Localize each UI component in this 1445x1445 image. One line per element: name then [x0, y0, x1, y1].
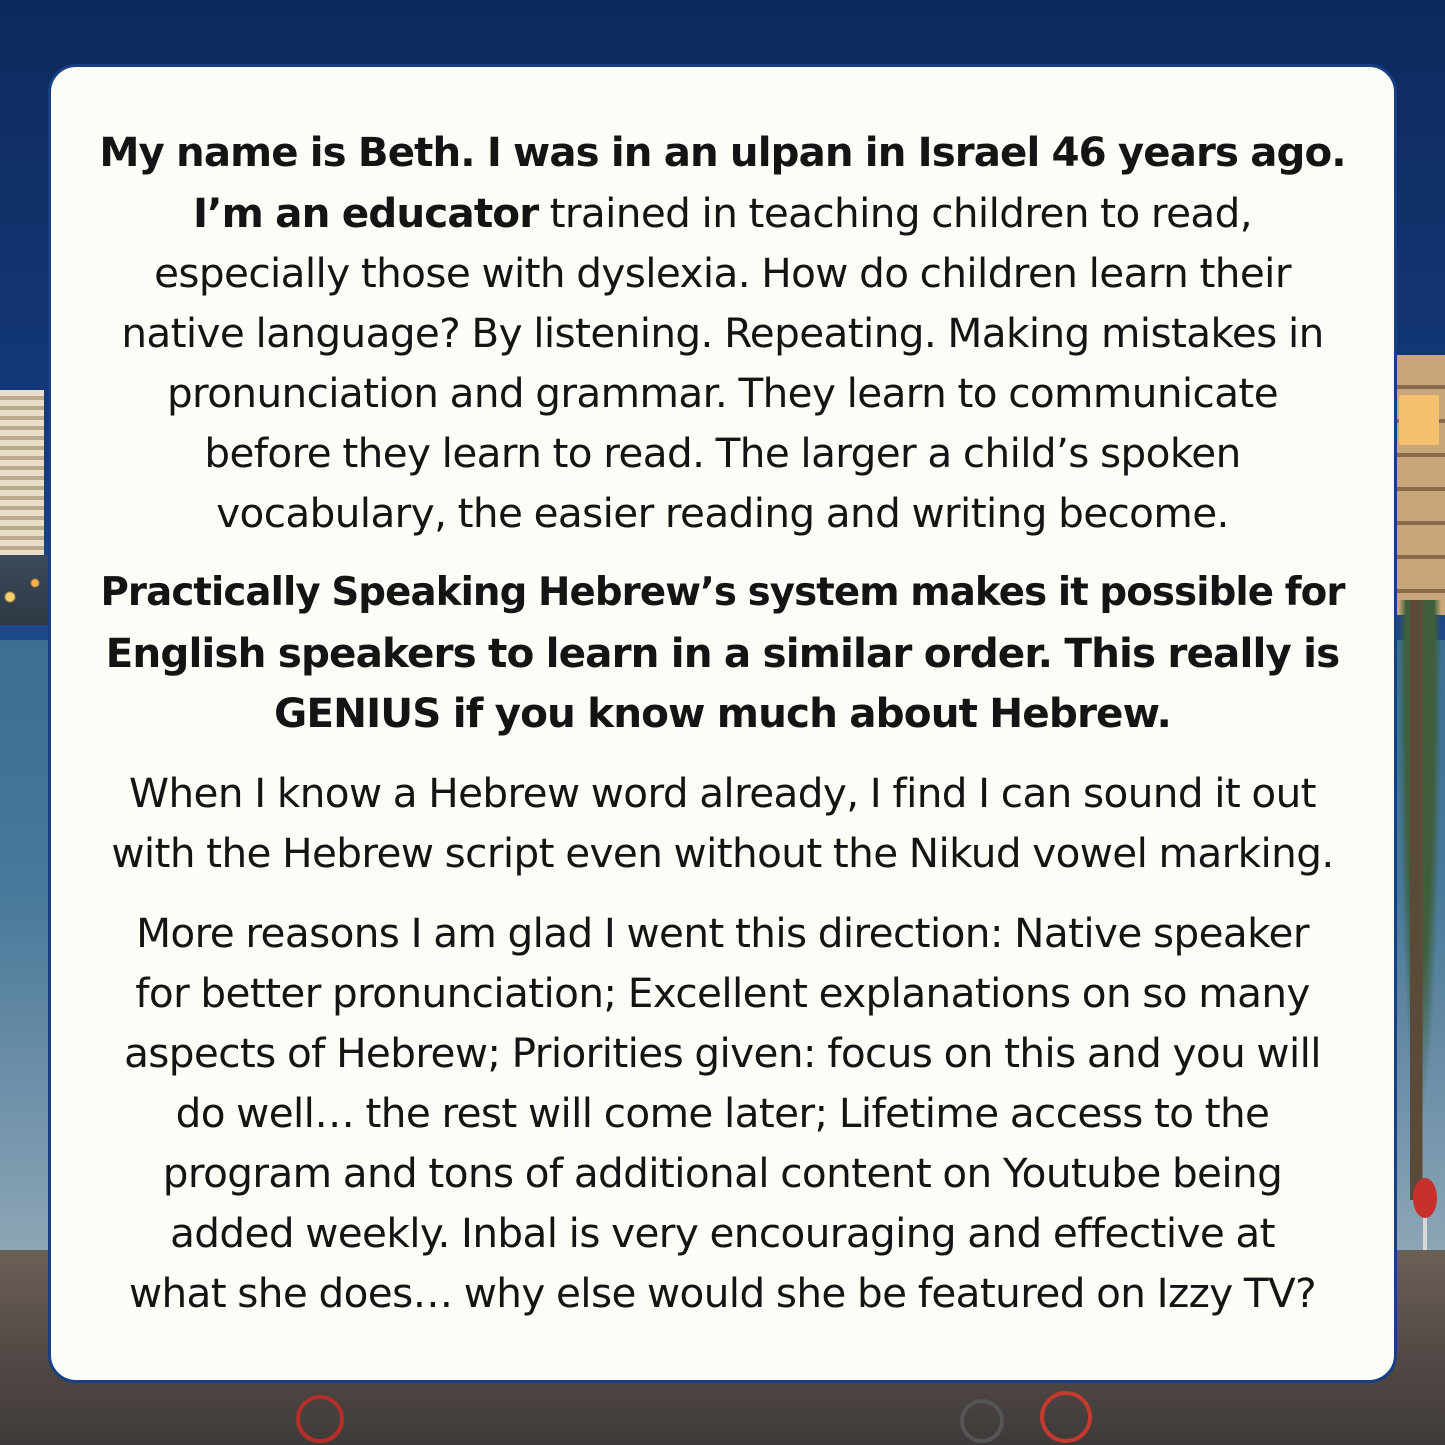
intro-line-2 [99, 183, 1346, 243]
bicycle-icon [296, 1395, 344, 1443]
reasons-line-2: for better pronunciation; Excellent explanations on so many [135, 969, 1310, 1017]
no-entry-sign-icon [1413, 1178, 1437, 1218]
genius-line-1: Practically Speaking Hebrew’s system makes it possible for [100, 570, 1345, 615]
genius-line-2: English speakers to learn in a similar order. This really is [105, 629, 1340, 677]
background-city-lights [0, 555, 50, 625]
intro-line-3: especially those with dyslexia. How do children learn their [154, 249, 1291, 297]
intro-line-2-rest: trained in teaching children to read, [538, 189, 1252, 237]
background-lit-window [1399, 395, 1439, 445]
nikud-line-1: When I know a Hebrew word already, I find I can sound it out [129, 769, 1316, 817]
testimonial-paragraph-nikud [99, 763, 1346, 883]
testimonial-paragraph-reasons [99, 903, 1346, 1323]
reasons-line-5: program and tons of additional content on Youtube being [162, 1149, 1283, 1197]
bicycle-icon [960, 1399, 1004, 1443]
testimonial-paragraph-genius [99, 563, 1346, 743]
testimonial-card [48, 64, 1397, 1383]
bicycle-icon [1040, 1391, 1092, 1443]
background-hotel-tower [0, 390, 44, 560]
reasons-line-4: do well… the rest will come later; Lifetime access to the [175, 1089, 1270, 1137]
reasons-line-3: aspects of Hebrew; Priorities given: focus on this and you will [124, 1029, 1321, 1077]
nikud-line-2: with the Hebrew script even without the Nikud vowel marking. [111, 829, 1334, 877]
reasons-line-1: More reasons I am glad I went this direction: Native speaker [136, 909, 1309, 957]
intro-line-4: native language? By listening. Repeating. Making mistakes in [121, 309, 1324, 357]
intro-line-5: pronunciation and grammar. They learn to communicate [166, 369, 1279, 417]
intro-line-6: before they learn to read. The larger a child’s spoken [204, 429, 1241, 477]
genius-line-3: GENIUS if you know much about Hebrew. [273, 689, 1171, 737]
intro-line-1: My name is Beth. I was in an ulpan in Israel 46 years ago. [99, 129, 1346, 176]
testimonial-paragraph-intro [99, 123, 1346, 543]
intro-line-7: vocabulary, the easier reading and writing become. [216, 489, 1229, 537]
background-palm-tree [1395, 600, 1445, 1200]
reasons-line-7: what she does… why else would she be featured on Izzy TV? [128, 1269, 1317, 1317]
educator-phrase: I’m an educator [193, 189, 539, 237]
reasons-line-6: added weekly. Inbal is very encouraging and effective at [170, 1209, 1275, 1257]
